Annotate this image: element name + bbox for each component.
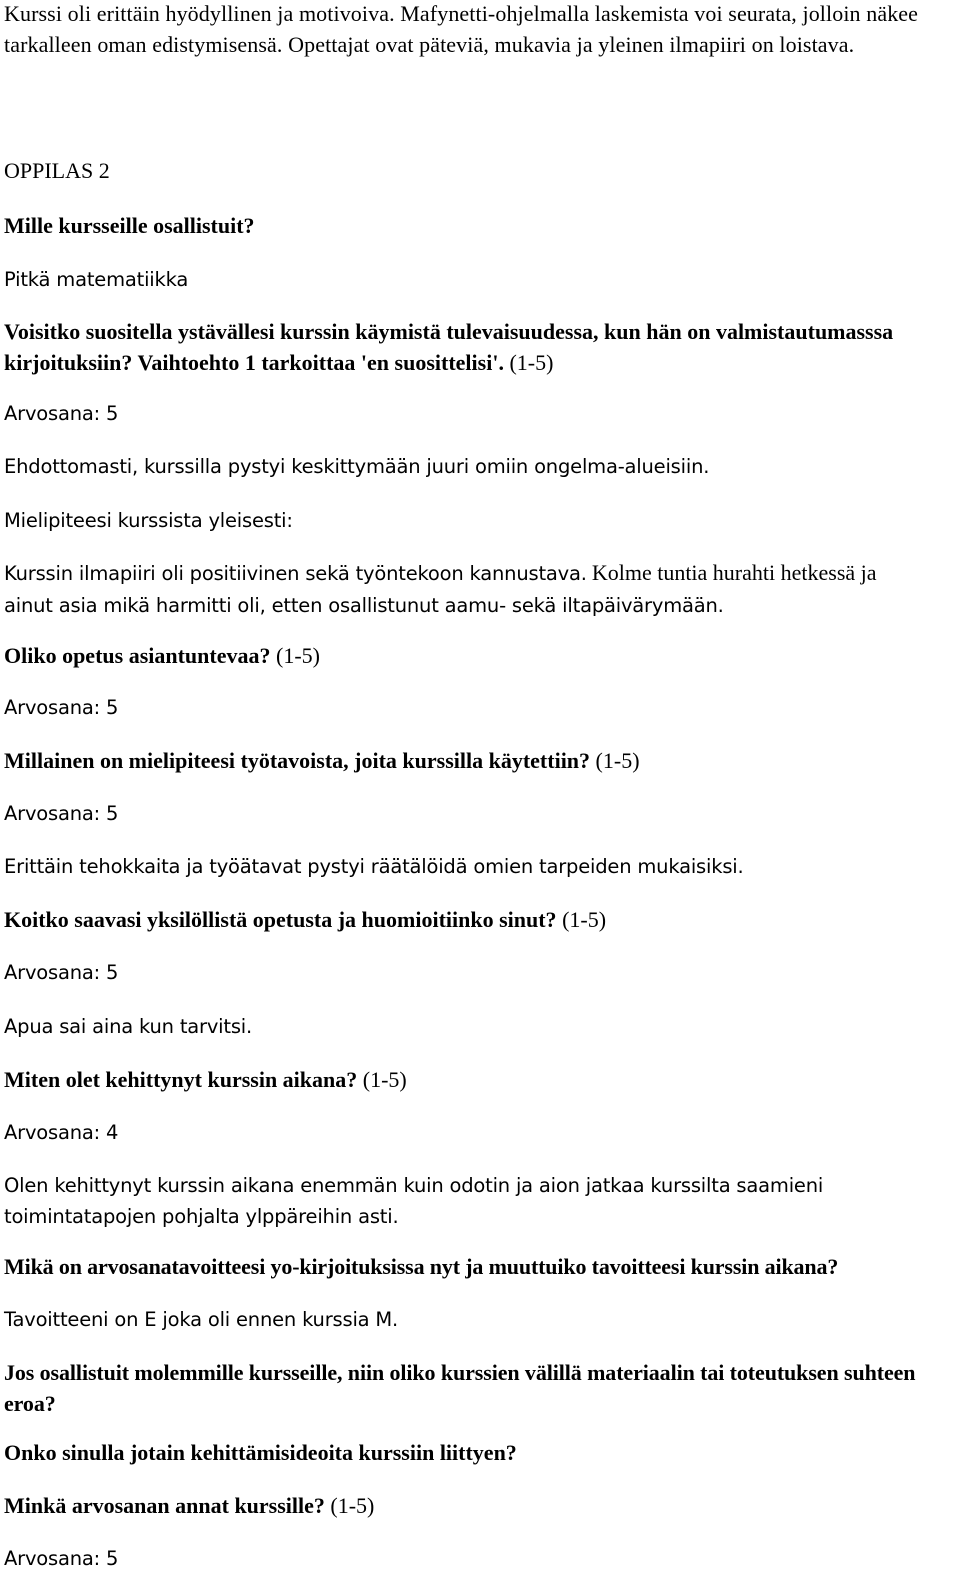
question-goal: Mikä on arvosanatavoitteesi yo-kirjoituksissa nyt ja muuttuiko tavoitteesi kurssin aikana? xyxy=(4,1254,839,1279)
student-heading: OPPILAS 2 xyxy=(4,158,110,183)
grade-methods: Arvosana: 5 xyxy=(4,802,119,825)
answer-opinion-part-3: ainut asia mikä harmitti oli, etten osallistunut aamu- sekä iltapäivärymään. xyxy=(4,594,724,617)
question-grade xyxy=(4,1490,954,1521)
intro-paragraph: Kurssi oli erittäin hyödyllinen ja motivoiva. Mafynetti-ohjelmalla laskemista voi seurata, jolloin näkee tarkalleen oman edistymisensä. Opettajat ovat päteviä, mukavia ja yleinen ilmapiiri on loistava. xyxy=(4,1,919,57)
answer-opinion-part-2: Kolme tuntia hurahti hetkessä ja xyxy=(591,560,877,585)
grade-individual: Arvosana: 5 xyxy=(4,961,119,984)
answer-recommend: Ehdottomasti, kurssilla pystyi keskittymään juuri omiin ongelma-alueisiin. xyxy=(4,455,710,478)
answer-develop xyxy=(4,1170,954,1232)
question-recommend-scale: (1-5) xyxy=(509,350,554,375)
question-develop xyxy=(4,1064,954,1095)
question-methods-text: Millainen on mielipiteesi työtavoista, joita kurssilla käytettiin? xyxy=(4,748,591,773)
answer-opinion-part-1: Kurssin ilmapiiri oli positiivinen sekä työntekoon kannustava. xyxy=(4,562,587,585)
question-grade-scale: (1-5) xyxy=(330,1493,375,1518)
question-expert xyxy=(4,640,954,671)
question-ideas: Onko sinulla jotain kehittämisideoita kurssiin liittyen? xyxy=(4,1440,517,1465)
grade-expert: Arvosana: 5 xyxy=(4,696,119,719)
question-grade-text: Minkä arvosanan annat kurssille? xyxy=(4,1493,325,1518)
question-methods-scale: (1-5) xyxy=(595,748,640,773)
answer-courses: Pitkä matematiikka xyxy=(4,268,189,291)
question-recommend-text: Voisitko suositella ystävällesi kurssin käymistä tulevaisuudessa, kun hän on valmistautumasssa kirjoituksiin? Vaihtoehto 1 tarkoittaa 'en suosittelisi'. xyxy=(4,319,894,375)
answer-opinion xyxy=(4,557,954,622)
question-develop-scale: (1-5) xyxy=(362,1067,407,1092)
question-difference: Jos osallistuit molemmille kursseille, niin oliko kurssien välillä materiaalin tai toteutuksen suhteen eroa? xyxy=(4,1360,916,1416)
question-individual-scale: (1-5) xyxy=(562,907,607,932)
answer-develop-line-2: toimintatapojen pohjalta ylppäreihin asti. xyxy=(4,1205,399,1228)
grade-recommend: Arvosana: 5 xyxy=(4,402,119,425)
answer-individual: Apua sai aina kun tarvitsi. xyxy=(4,1015,253,1038)
answer-goal: Tavoitteeni on E joka oli ennen kurssia M. xyxy=(4,1308,399,1331)
question-methods xyxy=(4,745,954,776)
question-develop-text: Miten olet kehittynyt kurssin aikana? xyxy=(4,1067,358,1092)
question-individual xyxy=(4,904,954,935)
question-expert-scale: (1-5) xyxy=(276,643,320,668)
answer-develop-line-1: Olen kehittynyt kurssin aikana enemmän kuin odotin ja aion jatkaa kurssilta saamieni xyxy=(4,1174,824,1197)
question-recommend xyxy=(4,316,954,378)
question-individual-text: Koitko saavasi yksilöllistä opetusta ja huomioitiinko sinut? xyxy=(4,907,557,932)
question-courses: Mille kursseille osallistuit? xyxy=(4,213,255,238)
answer-methods: Erittäin tehokkaita ja työätavat pystyi räätälöidä omien tarpeiden mukaisiksi. xyxy=(4,855,744,878)
question-opinion: Mielipiteesi kurssista yleisesti: xyxy=(4,509,293,532)
grade-final: Arvosana: 5 xyxy=(4,1547,119,1570)
question-expert-text: Oliko opetus asiantuntevaa? xyxy=(4,643,271,668)
grade-develop: Arvosana: 4 xyxy=(4,1121,119,1144)
